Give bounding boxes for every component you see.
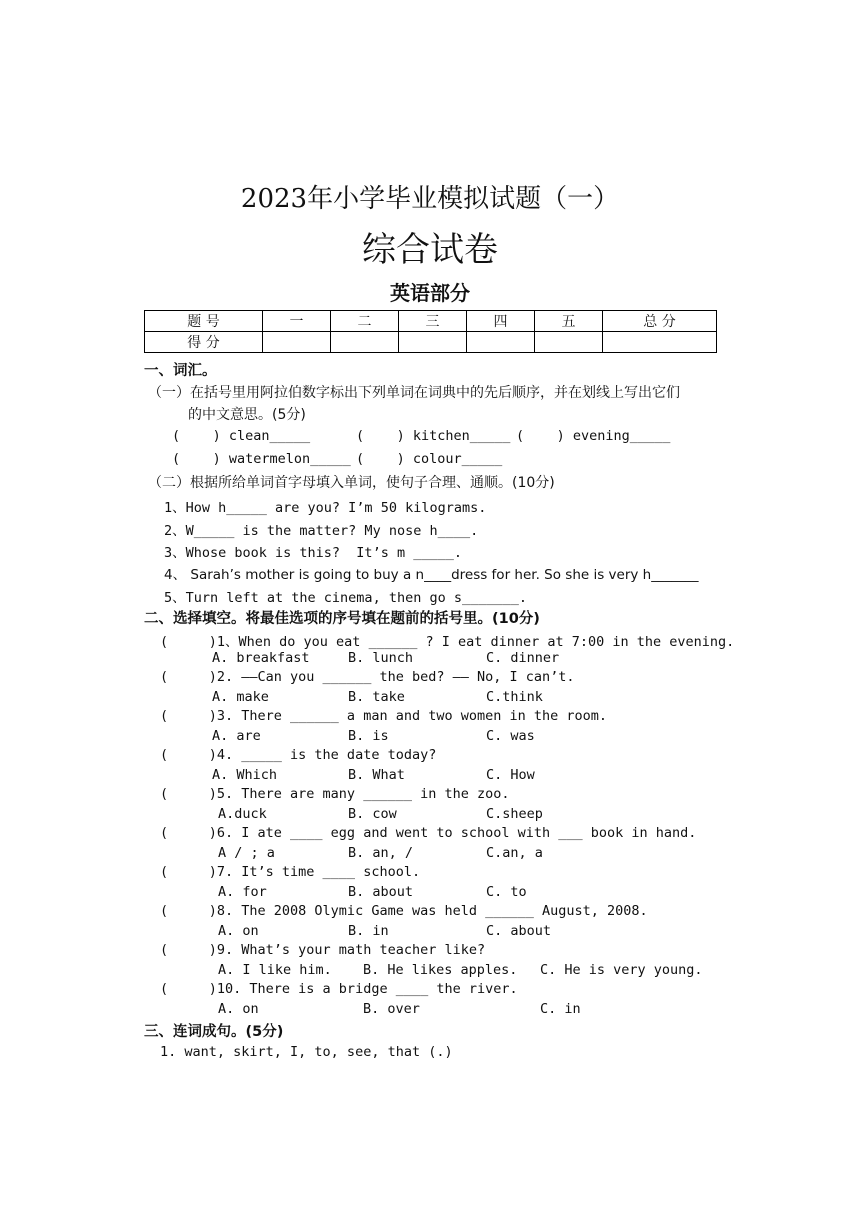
fill-item: 2、W_____ is the matter? My nose h____. bbox=[164, 523, 479, 539]
option-a: A. are bbox=[212, 728, 261, 744]
score-input-cell[interactable] bbox=[535, 332, 603, 353]
score-table-score-row bbox=[145, 332, 717, 353]
option-c: C. How bbox=[486, 767, 535, 783]
option-b: B. cow bbox=[348, 806, 397, 822]
section1-part1-instruction: （一）在括号里用阿拉伯数字标出下列单词在词典中的先后顺序，并在划线上写出它们 bbox=[148, 385, 680, 401]
score-cell: 得 分 bbox=[145, 332, 263, 353]
question-stem: ( )5. There are many ______ in the zoo. bbox=[160, 786, 510, 802]
score-cell: 三 bbox=[399, 311, 467, 332]
option-a: A. I like him. bbox=[218, 962, 332, 978]
option-a: A.duck bbox=[218, 806, 267, 822]
option-a: A. Which bbox=[212, 767, 278, 783]
score-input-cell[interactable] bbox=[263, 332, 331, 353]
question-stem: ( )10. There is a bridge ____ the river. bbox=[160, 981, 518, 997]
option-a: A. on bbox=[218, 923, 259, 939]
score-input-cell[interactable] bbox=[603, 332, 717, 353]
score-cell: 五 bbox=[535, 311, 603, 332]
option-a: A. make bbox=[212, 689, 269, 705]
score-table-header-row bbox=[145, 311, 717, 332]
exam-subtitle: 综合试卷 bbox=[362, 230, 498, 270]
question-stem: ( )3. There ______ a man and two women in the room. bbox=[160, 708, 608, 724]
exam-title: 2023年小学毕业模拟试题（一） bbox=[240, 184, 620, 214]
option-c: C. to bbox=[486, 884, 527, 900]
option-b: B. about bbox=[348, 884, 414, 900]
score-cell: 二 bbox=[331, 311, 399, 332]
option-a: A / ; a bbox=[218, 845, 275, 861]
vocab-item: ( ) watermelon_____ bbox=[172, 451, 351, 467]
score-input-cell[interactable] bbox=[467, 332, 535, 353]
question-stem: ( )1、When do you eat ______ ? I eat dinner at 7:00 in the evening. bbox=[160, 634, 735, 650]
option-b: B. He likes apples. bbox=[363, 962, 518, 978]
option-c: C. in bbox=[540, 1001, 581, 1017]
sentence-item: 1. want, skirt, I, to, see, that (.) bbox=[160, 1044, 453, 1060]
option-c: C.an, a bbox=[486, 845, 543, 861]
score-input-cell[interactable] bbox=[399, 332, 467, 353]
question-stem: ( )6. I ate ____ egg and went to school with ___ book in hand. bbox=[160, 825, 697, 841]
score-cell: 一 bbox=[263, 311, 331, 332]
option-c: C.sheep bbox=[486, 806, 543, 822]
option-b: B. an, / bbox=[348, 845, 414, 861]
option-c: C. was bbox=[486, 728, 535, 744]
section3-heading: 三、连词成句。(5分) bbox=[144, 1024, 284, 1040]
fill-item: 5、Turn left at the cinema, then go s_______. bbox=[164, 590, 527, 606]
question-stem: ( )8. The 2008 Olymic Game was held ______ August, 2008. bbox=[160, 903, 648, 919]
vocab-item: ( ) kitchen_____ bbox=[356, 428, 511, 444]
score-input-cell[interactable] bbox=[331, 332, 399, 353]
fill-item: 3、Whose book is this? It’s m _____. bbox=[164, 545, 462, 561]
option-b: B. lunch bbox=[348, 650, 414, 666]
section1-heading: 一、词汇。 bbox=[144, 363, 217, 379]
option-b: B. take bbox=[348, 689, 405, 705]
score-cell: 题 号 bbox=[145, 311, 263, 332]
option-c: C. dinner bbox=[486, 650, 560, 666]
option-a: A. on bbox=[218, 1001, 259, 1017]
option-b: B. is bbox=[348, 728, 389, 744]
section1-part1-instruction-cont: 的中文意思。(5分) bbox=[188, 407, 306, 423]
vocab-item: ( ) colour_____ bbox=[356, 451, 503, 467]
section1-part2-instruction: （二）根据所给单词首字母填入单词，使句子合理、通顺。(10分) bbox=[148, 475, 555, 491]
option-b: B. What bbox=[348, 767, 405, 783]
question-stem: ( )4. _____ is the date today? bbox=[160, 747, 437, 763]
fill-item: 4、 Sarah’s mother is going to buy a n____dress for her. So she is very h_______ bbox=[164, 567, 699, 583]
option-b: B. over bbox=[363, 1001, 420, 1017]
score-cell: 四 bbox=[467, 311, 535, 332]
part-title: 英语部分 bbox=[390, 281, 470, 305]
option-c: C. He is very young. bbox=[540, 962, 703, 978]
vocab-item: ( ) clean_____ bbox=[172, 428, 311, 444]
option-c: C.think bbox=[486, 689, 543, 705]
section2-heading: 二、选择填空。将最佳选项的序号填在题前的括号里。(10分) bbox=[144, 611, 540, 627]
option-b: B. in bbox=[348, 923, 389, 939]
fill-item: 1、How h_____ are you? I’m 50 kilograms. bbox=[164, 500, 487, 516]
score-table bbox=[144, 310, 717, 353]
vocab-item: ( ) evening_____ bbox=[516, 428, 671, 444]
question-stem: ( )9. What’s your math teacher like? bbox=[160, 942, 486, 958]
option-c: C. about bbox=[486, 923, 552, 939]
option-a: A. breakfast bbox=[212, 650, 310, 666]
question-stem: ( )2. ——Can you ______ the bed? —— No, I can’t. bbox=[160, 669, 575, 685]
score-cell: 总 分 bbox=[603, 311, 717, 332]
question-stem: ( )7. It’s time ____ school. bbox=[160, 864, 421, 880]
option-a: A. for bbox=[218, 884, 267, 900]
